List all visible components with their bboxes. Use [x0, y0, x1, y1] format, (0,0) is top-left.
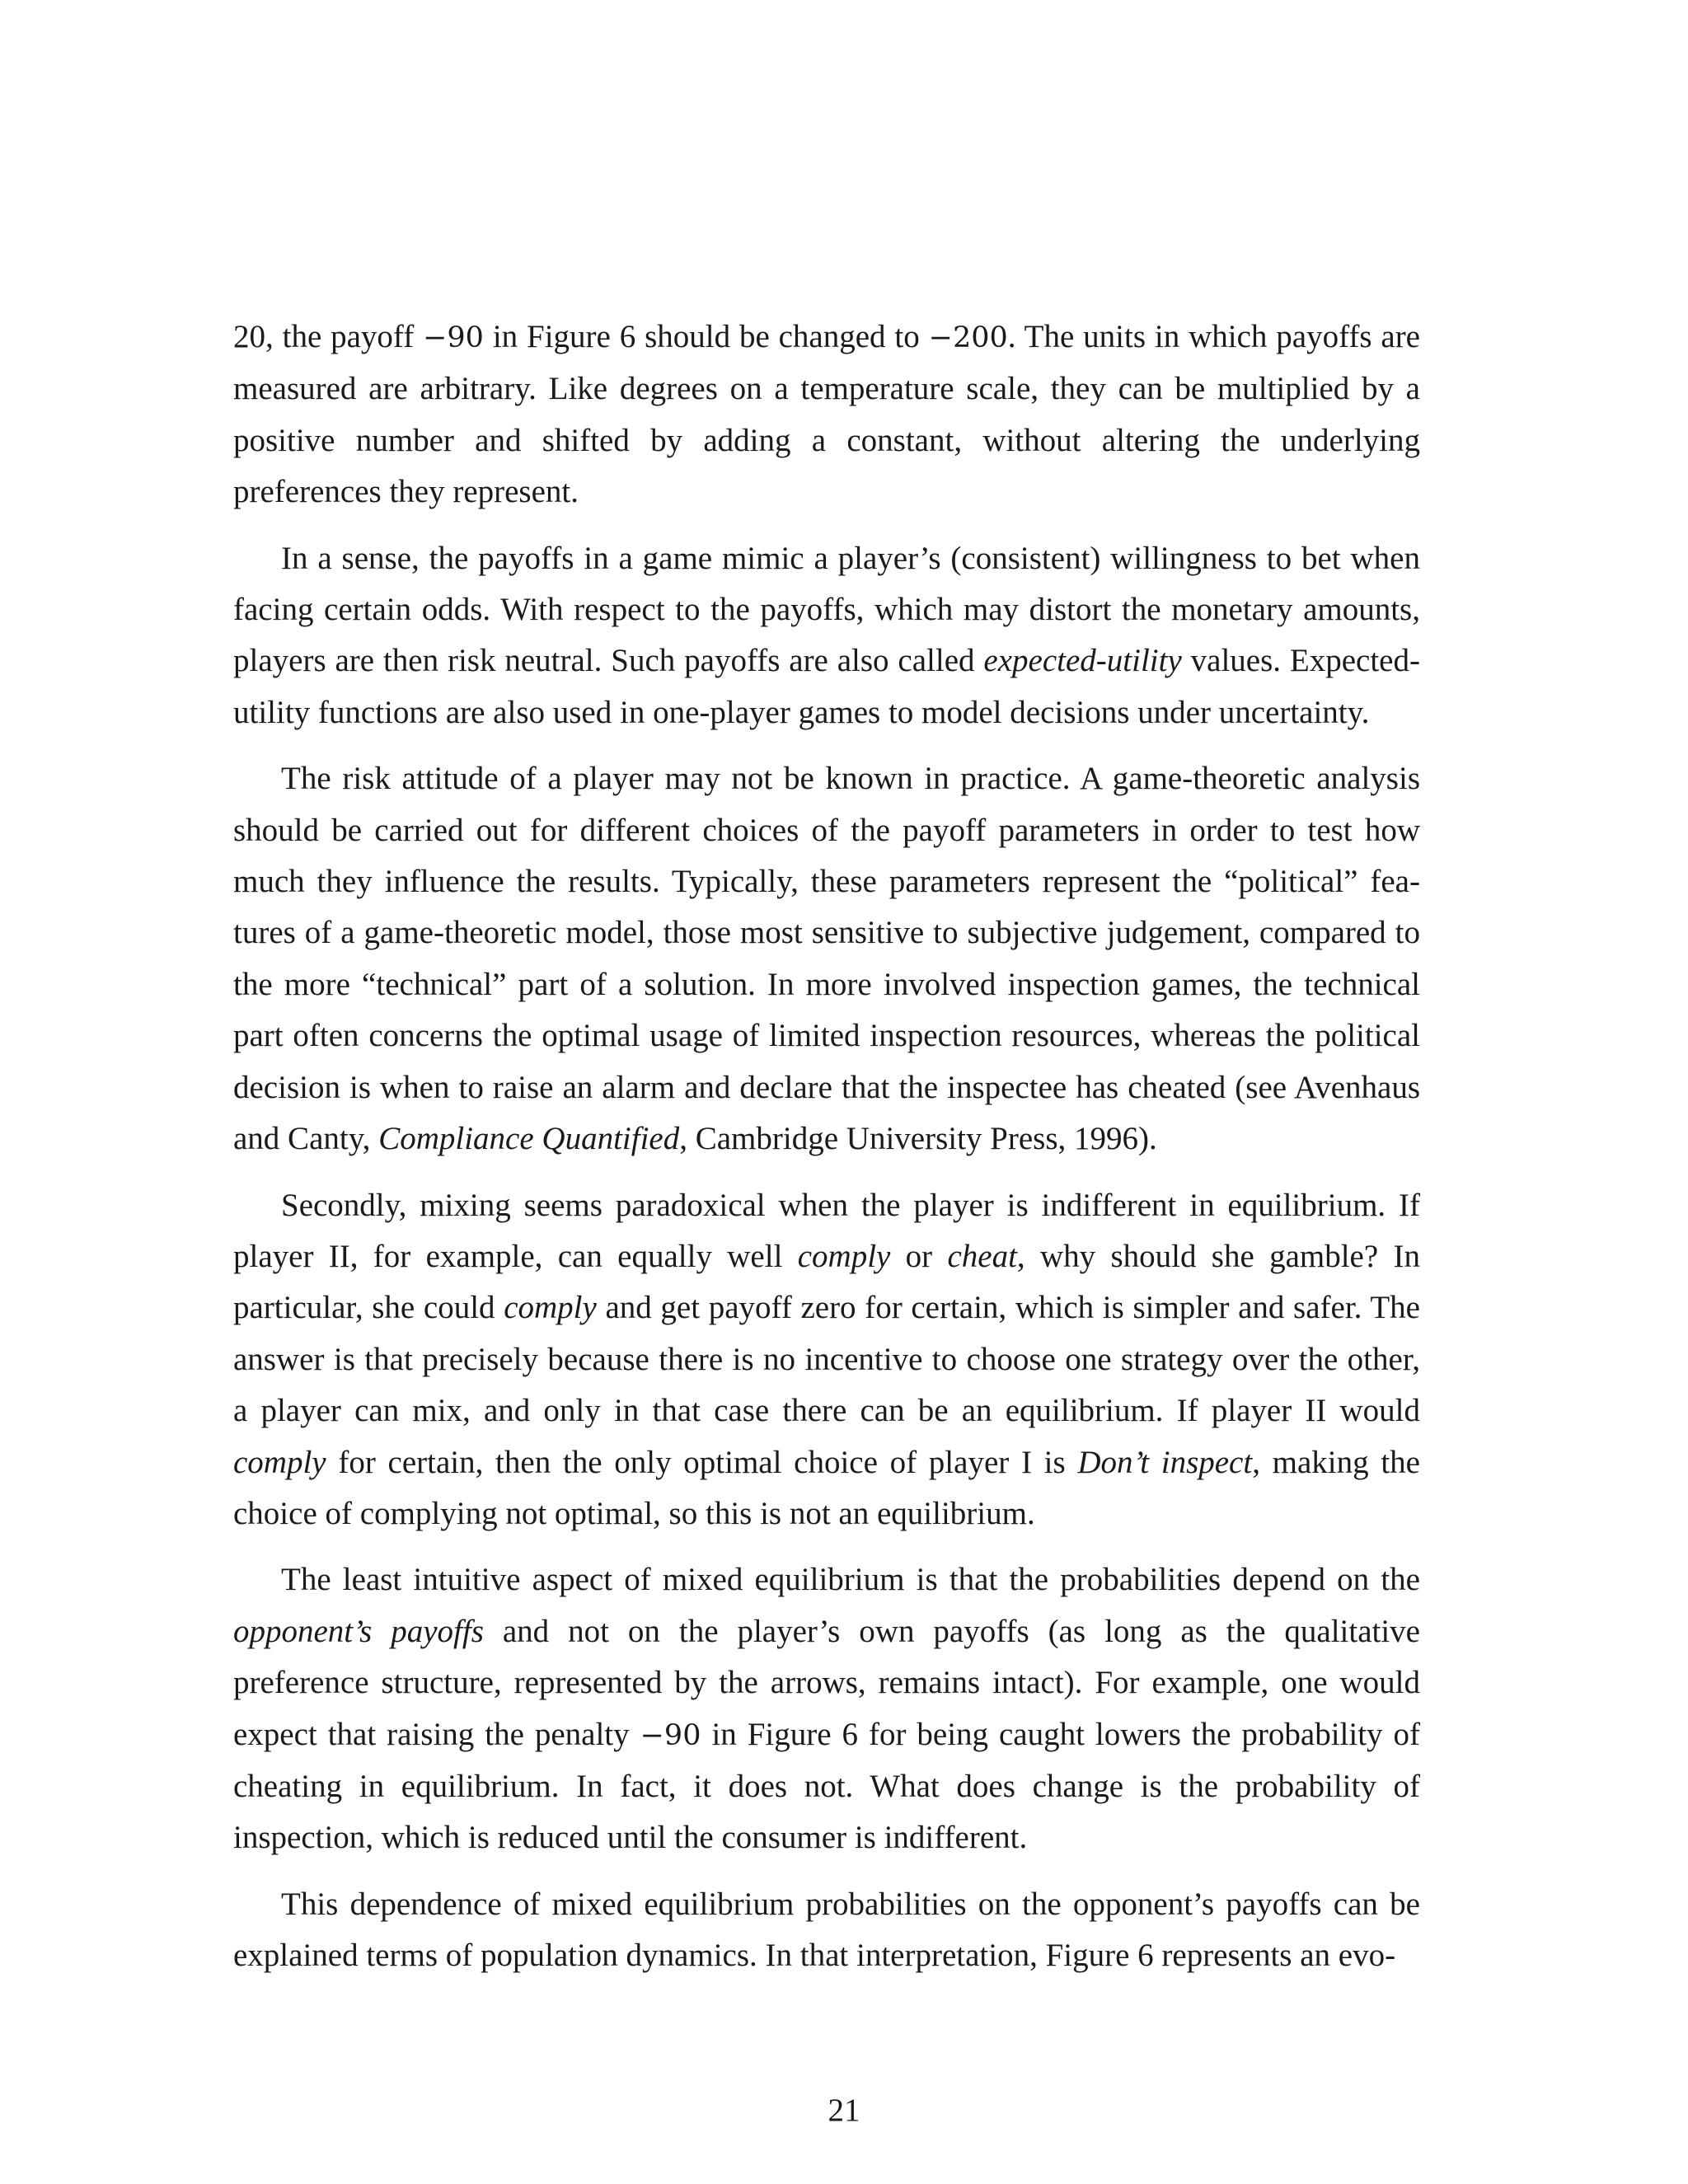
text-run: In a sense, the payoffs in a game mimic a player’s (consistent) willingness to bet when facing certain odds. With respect to the payoffs, which may distort the monetary amounts, players are then risk neutral. Such payoffs are also called [233, 540, 1420, 679]
text-run: This dependence of mixed equilibrium probabilities on the opponent’s payoffs can be explained terms of population dynamics. In that interpretation, Figure 6 represents an evo- [233, 1886, 1420, 1974]
paragraph-1 [233, 312, 1420, 518]
emphasis: comply [233, 1444, 326, 1480]
math-value: −200 [928, 321, 1008, 354]
text-run: The risk attitude of a player may not be known in practice. A game-theoretic analysis should be carried out for different choices of the payoff parameters in order to test how much they influence the results. Typically, these parameters represent the “political” features of a game-theoretic model, those most sensitive to subjective judgement, compared to the more “technical” part of a solution. In more involved inspection games, the technical part often concerns the optimal usage of limited inspection resources, whereas the political decision is when to raise an alarm and declare that the inspectee has cheated (see Avenhaus and Canty, [233, 761, 1420, 1157]
text-run: or [890, 1238, 948, 1274]
emphasis: opponent’s payoffs [233, 1613, 484, 1649]
text-run: in Figure 6 should be changed to [483, 319, 929, 354]
paragraph-3 [233, 753, 1420, 1165]
text-run: Secondly, mixing seems paradoxical when the player is indifferent in equilibrium. If player II, for example, can equally well [233, 1187, 1420, 1274]
text-run: and get payoff zero for certain, which is simpler and safer. The answer is that precisely because there is no incentive to choose one strategy over the other, a player can mix, and only in that case there can be an equilibrium. If player II would [233, 1290, 1420, 1429]
emphasis: comply [504, 1290, 597, 1326]
body-text [233, 312, 1420, 1997]
text-run: and not on the player’s own payoffs (as long as the qualitative preference structure, represented by the arrows, remains intact). For example, one would expect that raising the penalty [233, 1613, 1420, 1752]
text-run: The least intuitive aspect of mixed equilibrium is that the probabilities depend on the [281, 1562, 1420, 1598]
paragraph-2 [233, 533, 1420, 739]
text-run: in Figure 6 for being caught lowers the probability of cheating in equilibrium. In fact, it does not. What does change is the probability of inspection, which is reduced until the consumer is indifferent. [233, 1716, 1420, 1856]
paragraph-4 [233, 1180, 1420, 1540]
emphasis: comply [797, 1238, 891, 1274]
emphasis: Don’t inspect [1077, 1444, 1253, 1480]
math-value: −90 [640, 1718, 701, 1752]
text-run: , Cambridge University Press, 1996). [679, 1121, 1157, 1157]
paragraph-6 [233, 1879, 1420, 1982]
text-run: , making the choice of complying not optimal, so this is not an equilibrium. [233, 1444, 1420, 1531]
text-run: , why should she gamble? In particular, she could [233, 1238, 1420, 1326]
paragraph-5 [233, 1554, 1420, 1863]
math-value: −90 [423, 321, 484, 354]
book-title: Compliance Quantified [378, 1121, 680, 1157]
text-run: 20, the payoff [233, 319, 424, 354]
page-number: 21 [828, 2093, 860, 2128]
text-run: values. Expected-utility functions are also used in one-player games to model decisions under uncertainty. [233, 643, 1420, 730]
emphasis: expected-utility [983, 643, 1182, 679]
emphasis: cheat [947, 1238, 1017, 1274]
text-run: for certain, then the only optimal choice of player I is [326, 1444, 1078, 1480]
text-run: . The units in which payoffs are measured are arbitrary. Like degrees on a temperature scale, they can be multiplied by a positive number and shifted by adding a constant, without altering the underlying preferences they represent. [233, 319, 1420, 510]
